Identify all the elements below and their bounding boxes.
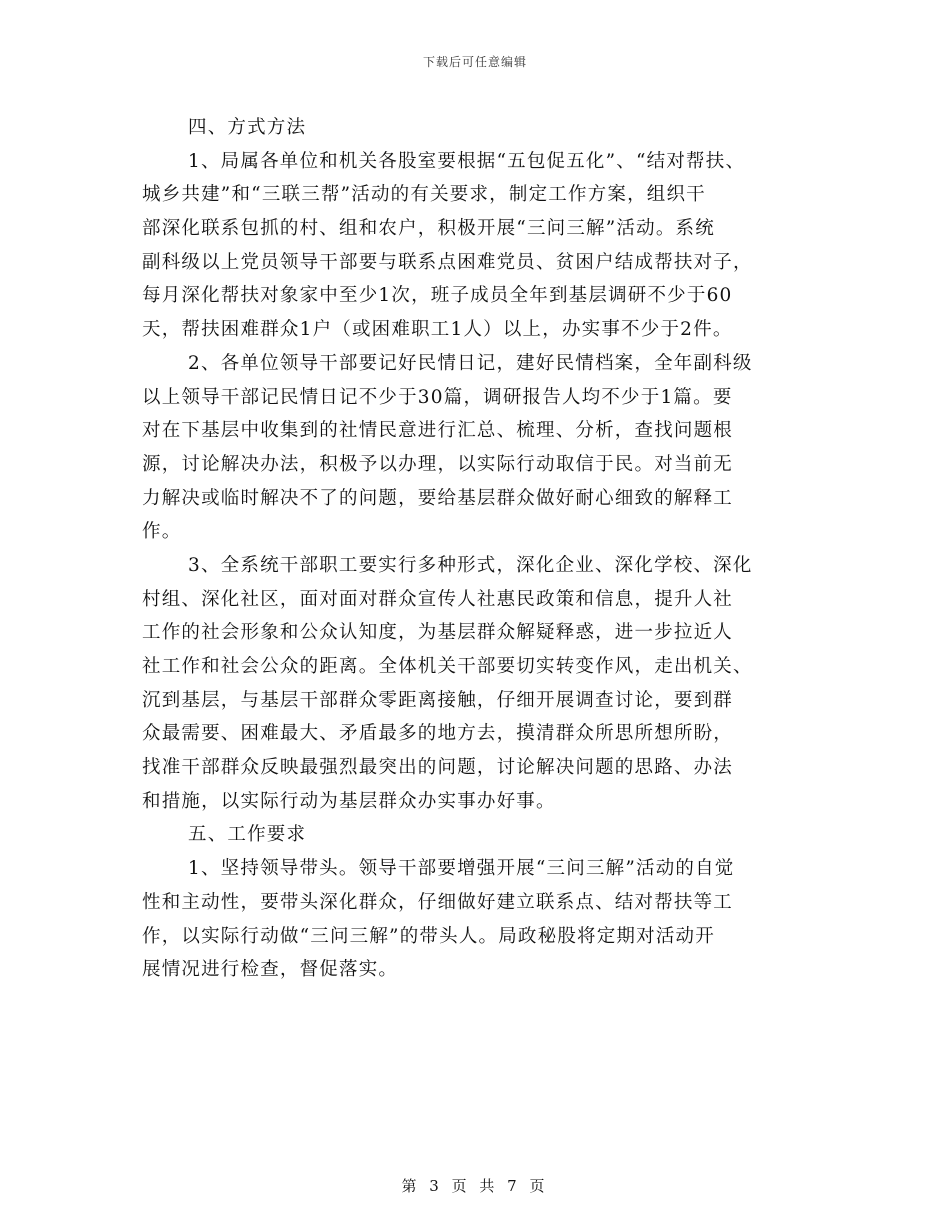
paragraph-line: 工作的社会形象和公众认知度，为基层群众解疑释惑，进一步拉近人: [142, 622, 734, 644]
section-heading-methods: 四、方式方法: [188, 117, 307, 138]
paragraph-line: 力解决或临时解决不了的问题，要给基层群众做好耐心细致的解释工: [142, 487, 734, 509]
paragraph-line: 和措施，以实际行动为基层群众办实事办好事。: [142, 790, 556, 812]
paragraph-line: 副科级以上党员领导干部要与联系点困难党员、贫困户结成帮扶对子，: [142, 251, 753, 273]
paragraph-line: 展情况进行检查，督促落实。: [142, 959, 399, 981]
paragraph-line: 性和主动性，要带头深化群众，仔细做好建立联系点、结对帮扶等工: [142, 891, 734, 913]
paragraph-line: 沉到基层，与基层干部群众零距离接触，仔细开展调查讨论，要到群: [142, 689, 734, 711]
page-current: 3: [429, 1177, 443, 1195]
paragraph-line: 2、各单位领导干部要记好民情日记，建好民情档案，全年副科级: [188, 352, 753, 374]
section-heading-requirements: 五、工作要求: [188, 824, 307, 846]
page-suffix: 页: [529, 1177, 549, 1195]
paragraph-line: 作，以实际行动做“三问三解”的带头人。局政秘股将定期对活动开: [142, 925, 715, 947]
paragraph-line: 村组、深化社区，面对面对群众宣传人社惠民政策和信息，提升人社: [142, 588, 734, 610]
page-total: 7: [507, 1177, 521, 1195]
header-note: 下载后可任意编辑: [422, 55, 527, 69]
paragraph-line: 城乡共建”和“三联三帮”活动的有关要求，制定工作方案，组织干: [142, 184, 706, 206]
paragraph-line: 以上领导干部记民情日记不少于30篇，调研报告人均不少于1篇。要: [142, 386, 733, 408]
paragraph-line: 作。: [142, 521, 182, 543]
paragraph-line: 1、局属各单位和机关各股室要根据“五包促五化”、“结对帮扶、: [188, 150, 746, 172]
paragraph-line: 社工作和社会公众的距离。全体机关干部要切实转变作风，走出机关、: [142, 656, 753, 677]
document-body: [142, 111, 822, 987]
paragraph-line: 天，帮扶困难群众1户（或困难职工1人）以上，办实事不少于2件。: [142, 319, 733, 341]
paragraph-line: 众最需要、困难最大、矛盾最多的地方去，摸清群众所思所想所盼，: [142, 723, 734, 745]
paragraph-line: 部深化联系包抓的村、组和农户，积极开展“三问三解”活动。系统: [142, 218, 715, 240]
paragraph-line: 对在下基层中收集到的社情民意进行汇总、梳理、分析，查找问题根: [142, 420, 734, 442]
page-prefix: 第: [401, 1177, 421, 1195]
paragraph-line: 3、全系统干部职工要实行多种形式，深化企业、深化学校、深化: [188, 554, 753, 576]
paragraph-line: 源，讨论解决办法，积极予以办理，以实际行动取信于民。对当前无: [142, 453, 734, 475]
paragraph-line: 每月深化帮扶对象家中至少1次，班子成员全年到基层调研不少于60: [142, 285, 733, 307]
page-mid: 页 共: [451, 1177, 499, 1195]
paragraph-line: 1、坚持领导带头。领导干部要增强开展“三问三解”活动的自觉: [188, 858, 735, 880]
paragraph-line: 找准干部群众反映最强烈最突出的问题，讨论解决问题的思路、办法: [142, 757, 734, 779]
page-footer: [0, 1175, 950, 1196]
